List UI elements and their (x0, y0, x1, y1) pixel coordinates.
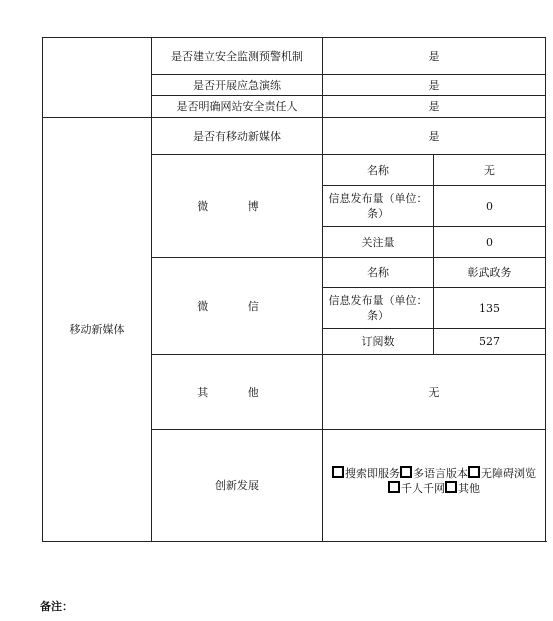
monitoring-label: 是否建立安全监测预警机制 (152, 38, 323, 75)
weibo-posts-value: 0 (434, 186, 546, 227)
weibo-posts-label: 信息发布量（单位：条） (323, 186, 434, 227)
checkbox-icon[interactable] (468, 466, 480, 478)
note-label: 备注： (40, 600, 73, 613)
drill-label: 是否开展应急演练 (152, 75, 323, 96)
weibo-name-value: 无 (434, 155, 546, 186)
option-personalized[interactable]: 千人千网 (388, 482, 445, 495)
option-accessibility[interactable]: 无障碍浏览 (468, 467, 536, 480)
other-value: 无 (323, 355, 546, 430)
innovation-label: 创新发展 (152, 430, 323, 542)
blank-cell (43, 38, 152, 118)
has-mobile-value: 是 (323, 118, 546, 155)
weixin-subscribers-label: 订阅数 (323, 329, 434, 355)
checkbox-icon[interactable] (400, 466, 412, 478)
monitoring-value: 是 (323, 38, 546, 75)
innovation-options (323, 430, 546, 542)
weixin-posts-label: 信息发布量（单位：条） (323, 288, 434, 329)
responsible-label: 是否明确网站安全责任人 (152, 96, 323, 118)
option-multilingual[interactable]: 多语言版本 (400, 467, 468, 480)
weixin-name-label: 名称 (323, 258, 434, 288)
weixin-name-value: 彰武政务 (434, 258, 546, 288)
report-table (42, 37, 546, 542)
checkbox-icon[interactable] (388, 481, 400, 493)
weixin-posts-value: 135 (434, 288, 546, 329)
mobile-section-label: 移动新媒体 (43, 118, 152, 542)
drill-value: 是 (323, 75, 546, 96)
option-search-service[interactable]: 搜索即服务 (332, 467, 400, 480)
weixin-label: 微 信 (152, 258, 323, 355)
checkbox-icon[interactable] (332, 466, 344, 478)
responsible-value: 是 (323, 96, 546, 118)
weibo-followers-label: 关注量 (323, 227, 434, 258)
other-label: 其 他 (152, 355, 323, 430)
weibo-followers-value: 0 (434, 227, 546, 258)
weibo-label: 微 博 (152, 155, 323, 258)
weixin-subscribers-value: 527 (434, 329, 546, 355)
weibo-name-label: 名称 (323, 155, 434, 186)
option-other[interactable]: 其他 (445, 482, 480, 495)
has-mobile-label: 是否有移动新媒体 (152, 118, 323, 155)
checkbox-icon[interactable] (445, 481, 457, 493)
